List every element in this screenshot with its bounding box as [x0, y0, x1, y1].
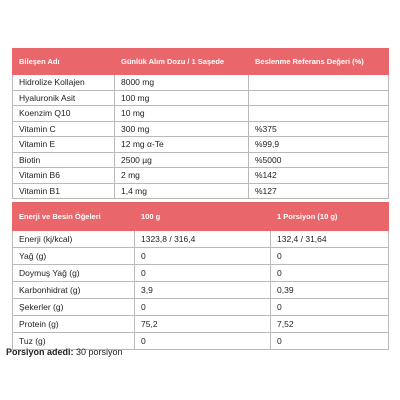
table-cell: Karbonhidrat (g)	[13, 282, 135, 299]
table-row	[13, 183, 389, 199]
table-row	[13, 121, 389, 137]
column-header: 1 Porsiyon (10 g)	[271, 203, 389, 231]
table-row	[13, 231, 389, 248]
table-cell: 7,52	[271, 316, 389, 333]
table-cell	[249, 106, 389, 122]
serving-count-label: Porsiyon adedi:	[6, 347, 74, 357]
table-cell: 0	[135, 333, 271, 350]
serving-count	[6, 347, 123, 357]
table-cell: 300 mg	[115, 121, 249, 137]
table-cell: 0	[271, 299, 389, 316]
table-cell: %5000	[249, 152, 389, 168]
table-cell: 0	[271, 248, 389, 265]
table-row	[13, 299, 389, 316]
nutrition-facts-table	[12, 202, 389, 350]
table-cell: Hyaluronik Asit	[13, 90, 115, 106]
table-cell: Biotin	[13, 152, 115, 168]
table-cell: Vitamin C	[13, 121, 115, 137]
table-cell: Yağ (g)	[13, 248, 135, 265]
table-cell: 0	[271, 333, 389, 350]
table-cell: %127	[249, 183, 389, 199]
table-cell: 10 mg	[115, 106, 249, 122]
table-cell: 75,2	[135, 316, 271, 333]
table-cell: Hidrolize Kollajen	[13, 75, 115, 91]
table-cell: 0	[135, 248, 271, 265]
table-cell: Vitamin B1	[13, 183, 115, 199]
column-header: Beslenme Referans Değeri (%)	[249, 49, 389, 75]
table-cell: %142	[249, 168, 389, 184]
table-row	[13, 75, 389, 91]
table-cell: Koenzim Q10	[13, 106, 115, 122]
table-cell: 100 mg	[115, 90, 249, 106]
table-row	[13, 316, 389, 333]
table-row	[13, 137, 389, 153]
table-cell: %375	[249, 121, 389, 137]
table-cell: Vitamin E	[13, 137, 115, 153]
table-cell: Protein (g)	[13, 316, 135, 333]
table-cell: 0,39	[271, 282, 389, 299]
table-row	[13, 90, 389, 106]
table-cell: Enerji (kj/kcal)	[13, 231, 135, 248]
table-cell: %99,9	[249, 137, 389, 153]
column-header: Enerji ve Besin Öğeleri	[13, 203, 135, 231]
serving-count-value: 30 porsiyon	[76, 347, 123, 357]
table-cell: 1,4 mg	[115, 183, 249, 199]
table-cell: 2 mg	[115, 168, 249, 184]
table-cell: 0	[271, 265, 389, 282]
table-header-row	[13, 49, 389, 75]
table-cell: 0	[135, 265, 271, 282]
column-header: Günlük Alım Dozu / 1 Saşede	[115, 49, 249, 75]
table-cell: 12 mg α-Te	[115, 137, 249, 153]
table-row	[13, 265, 389, 282]
table-row	[13, 168, 389, 184]
table-row	[13, 248, 389, 265]
table-cell: Vitamin B6	[13, 168, 115, 184]
table-cell: 2500 µg	[115, 152, 249, 168]
table-cell: 3,9	[135, 282, 271, 299]
table-row	[13, 282, 389, 299]
table-cell	[249, 75, 389, 91]
table-row	[13, 152, 389, 168]
table-row	[13, 106, 389, 122]
table-cell: Doymuş Yağ (g)	[13, 265, 135, 282]
table-cell: 132,4 / 31,64	[271, 231, 389, 248]
table-header-row	[13, 203, 389, 231]
table-cell: 0	[135, 299, 271, 316]
table-cell: 1323,8 / 316,4	[135, 231, 271, 248]
column-header: 100 g	[135, 203, 271, 231]
table-cell	[249, 90, 389, 106]
column-header: Bileşen Adı	[13, 49, 115, 75]
table-cell: Tuz (g)	[13, 333, 135, 350]
table-cell: Şekerler (g)	[13, 299, 135, 316]
supplement-ingredients-table	[12, 48, 389, 199]
table-cell: 8000 mg	[115, 75, 249, 91]
